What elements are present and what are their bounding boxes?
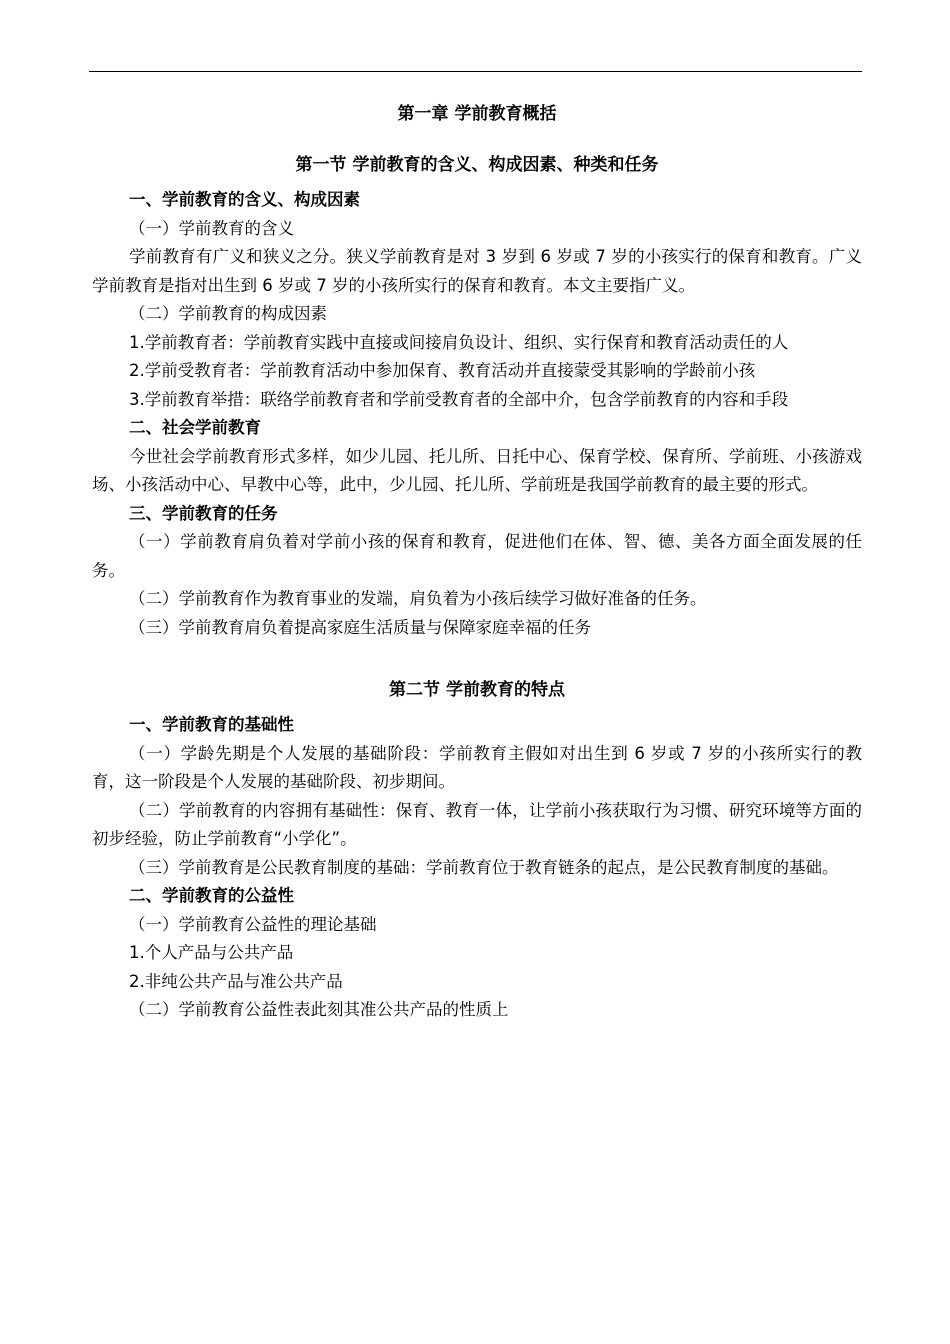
section-2-subheading-1: （一）学前教育公益性的理论基础 (129, 914, 377, 934)
section-2-paragraph-1: （一）学龄先期是个人发展的基础阶段：学前教育主假如对出生到 6 岁或 7 岁的小孩所实行的教育，这一阶段是个人发展的基础阶段、初步期间。 (92, 743, 862, 791)
section-2-title: 第二节 学前教育的特点 (389, 680, 565, 700)
section-1-heading-2: 二、社会学前教育 (129, 418, 261, 437)
header-rule (89, 71, 862, 72)
section-1-title: 第一节 学前教育的含义、构成因素、种类和任务 (295, 155, 659, 175)
section-2-item-2: 2.非纯公共产品与准公共产品 (129, 971, 343, 991)
section-1-heading-1: 一、学前教育的含义、构成因素 (129, 190, 360, 209)
section-1-subheading-2: （二）学前教育的构成因素 (129, 304, 327, 323)
section-2-subheading-2: （二）学前教育公益性表此刻其准公共产品的性质上 (129, 1000, 509, 1019)
section-1-item-2: 2.学前受教育者：学前教育活动中参加保育、教育活动并直接蒙受其影响的学龄前小孩 (129, 361, 756, 380)
section-1-item-3: 3.学前教育举措：联络学前教育者和学前受教育者的全部中介，包含学前教育的内容和手段 (129, 389, 789, 409)
section-1-heading-3: 三、学前教育的任务 (129, 503, 278, 523)
document-page (92, 100, 862, 1025)
section-1-subheading-1: （一）学前教育的含义 (129, 218, 294, 238)
section-1-task-1: （一）学前教育肩负着对学前小孩的保育和教育，促进他们在体、智、德、美各方面全面发展的任务。 (92, 532, 862, 580)
chapter-title: 第一章 学前教育概括 (397, 104, 557, 124)
section-2-heading-1: 一、学前教育的基础性 (129, 715, 294, 734)
section-2-paragraph-2: （二）学前教育的内容拥有基础性：保育、教育一体，让学前小孩获取行为习惯、研究环境等方面的初步经验，防止学前教育“小学化”。 (92, 800, 862, 848)
section-1-paragraph-2: 今世社会学前教育形式多样，如少儿园、托儿所、日托中心、保育学校、保育所、学前班、小孩游戏场、小孩活动中心、早教中心等，此中，少儿园、托儿所、学前班是我国学前教育的最主要的形式。 (92, 446, 862, 494)
section-1-paragraph-1: 学前教育有广义和狭义之分。狭义学前教育是对 3 岁到 6 岁或 7 岁的小孩实行的保育和教育。广义学前教育是指对出生到 6 岁或 7 岁的小孩所实行的保育和教育。本文主要指广义。 (92, 247, 862, 295)
section-1-item-1: 1.学前教育者：学前教育实践中直接或间接肩负设计、组织、实行保育和教育活动责任的人 (129, 332, 789, 352)
section-2-item-1: 1.个人产品与公共产品 (129, 943, 294, 962)
section-1-task-2: （二）学前教育作为教育事业的发端，肩负着为小孩后续学习做好准备的任务。 (129, 589, 707, 608)
section-2-heading-2: 二、学前教育的公益性 (129, 886, 294, 905)
section-1-task-3: （三）学前教育肩负着提高家庭生活质量与保障家庭幸福的任务 (129, 617, 591, 637)
section-2-paragraph-3: （三）学前教育是公民教育制度的基础：学前教育位于教育链条的起点，是公民教育制度的基础。 (129, 857, 839, 877)
